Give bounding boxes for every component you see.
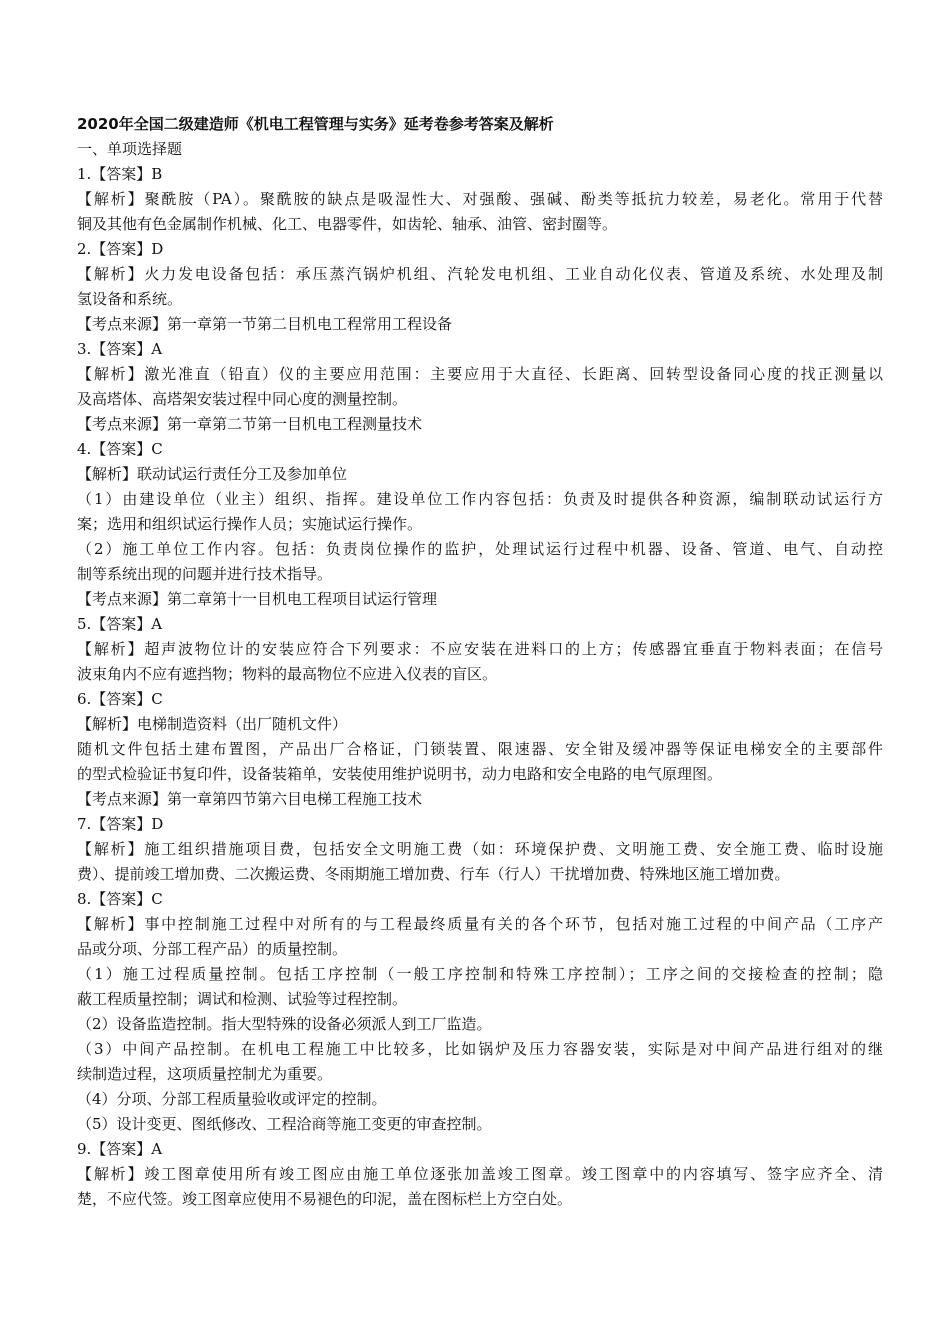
text-line: 的型式检验证书复印件，设备装箱单，安装使用维护说明书，动力电路和安全电路的电气原理图。 [77,765,723,783]
text-line: （2）设备监造控制。指大型特殊的设备必须派人到工厂监造。 [77,1015,492,1033]
text-line: （4）分项、分部工程质量验收或评定的控制。 [77,1090,387,1108]
text-line: 【考点来源】第二章第十一目机电工程项目试运行管理 [77,590,438,608]
text-line: 2.【答案】D [77,240,164,258]
section-heading: 一、单项选择题 [77,140,183,158]
text-line: 案；选用和组织试运行操作人员；实施试运行操作。 [77,515,423,533]
text-line: 随机文件包括土建布置图，产品出厂合格证，门锁装置、限速器、安全钳及缓冲器等保证电梯安全的主要部件 [77,740,883,758]
document-title: 2020年全国二级建造师《机电工程管理与实务》延考卷参考答案及解析 [77,115,554,133]
text-line: 3.【答案】A [77,340,163,358]
text-line: （1）由建设单位（业主）组织、指挥。建设单位工作内容包括：负责及时提供各种资源，编制联动试运行方 [77,490,883,508]
text-line: 制等系统出现的问题并进行技术指导。 [77,565,333,583]
text-line: 铜及其他有色金属制作机械、化工、电器零件，如齿轮、轴承、油管、密封圈等。 [77,215,618,233]
text-line: 5.【答案】A [77,615,163,633]
text-line: 【解析】联动试运行责任分工及参加单位 [77,465,348,483]
text-line: （5）设计变更、图纸修改、工程洽商等施工变更的审查控制。 [77,1115,492,1133]
answer-body [77,162,883,1212]
text-line: 【解析】竣工图章使用所有竣工图应由施工单位逐张加盖竣工图章。竣工图章中的内容填写、签字应齐全、清 [77,1165,883,1183]
text-line: 【解析】激光准直（铅直）仪的主要应用范围：主要应用于大直径、长距离、回转型设备同心度的找正测量以 [77,365,883,383]
text-line: （3）中间产品控制。在机电工程施工中比较多，比如锅炉及压力容器安装，实际是对中间产品进行组对的继 [77,1040,883,1058]
text-line: 【解析】事中控制施工过程中对所有的与工程最终质量有关的各个环节，包括对施工过程的中间产品（工序产 [77,915,883,933]
text-line: 【考点来源】第一章第一节第二目机电工程常用工程设备 [77,315,453,333]
text-line: 【解析】火力发电设备包括：承压蒸汽锅炉机组、汽轮发电机组、工业自动化仪表、管道及系统、水处理及制 [77,265,883,283]
text-line: 6.【答案】C [77,690,163,708]
text-line: 氢设备和系统。 [77,290,183,308]
text-line: 1.【答案】B [77,165,163,183]
text-line: 续制造过程，这项质量控制尤为重要。 [77,1065,333,1083]
text-line: 品或分项、分部工程产品）的质量控制。 [77,940,348,958]
text-line: （2）施工单位工作内容。包括：负责岗位操作的监护，处理试运行过程中机器、设备、管道、电气、自动控 [77,540,883,558]
text-line: （1）施工过程质量控制。包括工序控制（一般工序控制和特殊工序控制）；工序之间的交接检查的控制；隐 [77,965,883,983]
text-line: 费）、提前竣工增加费、二次搬运费、冬雨期施工增加费、行车（行人）干扰增加费、特殊地区施工增加费。 [77,865,790,883]
text-line: 4.【答案】C [77,440,163,458]
text-line: 【解析】施工组织措施项目费，包括安全文明施工费（如：环境保护费、文明施工费、安全施工费、临时设施 [77,840,883,858]
text-line: 7.【答案】D [77,815,164,833]
text-line: 9.【答案】A [77,1140,163,1158]
text-line: 【解析】电梯制造资料（出厂随机文件） [77,715,348,733]
text-line: 【考点来源】第一章第四节第六目电梯工程施工技术 [77,790,423,808]
text-line: 及高塔体、高塔架安装过程中同心度的测量控制。 [77,390,408,408]
text-line: 【解析】超声波物位计的安装应符合下列要求：不应安装在进料口的上方；传感器宜垂直于物料表面；在信号 [77,640,883,658]
text-line: 蔽工程质量控制；调试和检测、试验等过程控制。 [77,990,408,1008]
text-line: 【解析】聚酰胺（PA）。聚酰胺的缺点是吸湿性大、对强酸、强碱、酚类等抵抗力较差，易老化。常用于代替 [77,190,883,208]
text-line: 8.【答案】C [77,890,163,908]
text-line: 【考点来源】第一章第二节第一目机电工程测量技术 [77,415,423,433]
text-line: 波束角内不应有遮挡物；物料的最高物位不应进入仪表的盲区。 [77,665,498,683]
document-page [77,112,883,1212]
text-line: 楚，不应代签。竣工图章应使用不易褪色的印泥，盖在图标栏上方空白处。 [77,1190,573,1208]
